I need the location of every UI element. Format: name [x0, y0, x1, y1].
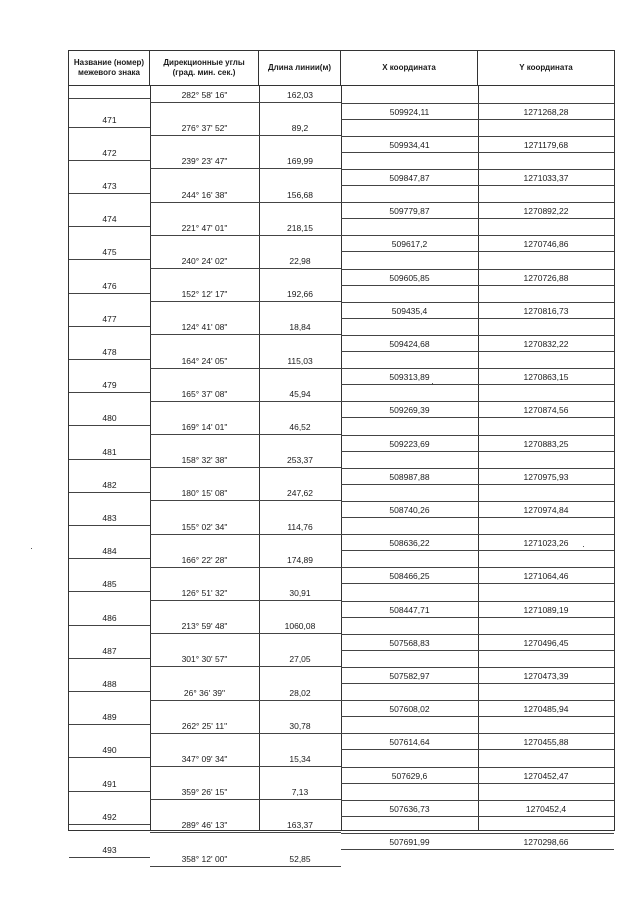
y-coordinate: 1271268,28 [523, 107, 569, 117]
cell-rule [478, 749, 614, 750]
cell-rule [341, 136, 478, 137]
cell-rule [150, 567, 259, 568]
cell-rule [478, 251, 614, 252]
cell-rule [69, 359, 150, 360]
cell-rule [150, 401, 259, 402]
cell-rule [341, 601, 478, 602]
cell-rule [341, 783, 478, 784]
direction-angle: 239° 23' 47" [181, 156, 228, 166]
cell-rule [341, 417, 478, 418]
cell-rule [341, 169, 478, 170]
cell-rule [341, 269, 478, 270]
cell-rule [69, 625, 150, 626]
cell-rule [478, 767, 614, 768]
cell-rule [478, 733, 614, 734]
line-length: 169,99 [287, 156, 313, 166]
y-coordinate: 1271033,37 [523, 173, 569, 183]
cell-rule [341, 435, 478, 436]
point-name: 490 [102, 745, 117, 755]
x-coordinate: 509847,87 [389, 173, 430, 183]
cell-rule [341, 816, 478, 817]
cell-rule [478, 152, 614, 153]
cell-rule [478, 468, 614, 469]
cell-rule [478, 550, 614, 551]
cell-rule [478, 218, 614, 219]
direction-angle: 180° 15' 08" [181, 488, 228, 498]
cell-rule [341, 700, 478, 701]
y-coordinate: 1270863,15 [523, 372, 569, 382]
x-coordinate: 509924,11 [389, 107, 430, 117]
cell-rule [478, 119, 614, 120]
cell-rule [259, 832, 341, 833]
y-coordinate: 1270892,22 [523, 206, 569, 216]
cell-rule [259, 334, 341, 335]
cell-rule [69, 193, 150, 194]
cell-rule [341, 384, 478, 385]
cell-rule [259, 700, 341, 701]
x-coordinate: 509617,2 [391, 239, 428, 249]
cell-rule [478, 849, 614, 850]
cell-rule [478, 417, 614, 418]
header-y: Y координата [519, 63, 573, 72]
cell-rule [478, 700, 614, 701]
x-coordinate: 509269,39 [389, 405, 430, 415]
cell-rule [150, 666, 259, 667]
direction-angle: 169° 14' 01" [181, 422, 228, 432]
direction-angle: 276° 37' 52" [181, 123, 228, 133]
cell-rule [341, 119, 478, 120]
x-coordinate: 507568,83 [389, 638, 430, 648]
direction-angle: 282° 58' 16" [181, 90, 228, 100]
cell-rule [150, 733, 259, 734]
cell-rule [478, 285, 614, 286]
cell-rule [478, 484, 614, 485]
cell-rule [69, 791, 150, 792]
cell-rule [478, 302, 614, 303]
cell-rule [341, 318, 478, 319]
direction-angle: 240° 24' 02" [181, 256, 228, 266]
line-length: 247,62 [287, 488, 313, 498]
cell-rule [69, 425, 150, 426]
cell-rule [259, 235, 341, 236]
cell-rule [69, 525, 150, 526]
point-name: 480 [102, 413, 117, 423]
cell-rule [150, 832, 259, 833]
line-length: 253,37 [287, 455, 313, 465]
cell-rule [341, 550, 478, 551]
point-name: 482 [102, 480, 117, 490]
x-coordinate: 508636,22 [389, 538, 430, 548]
point-name: 487 [102, 646, 117, 656]
cell-rule [150, 600, 259, 601]
cell-rule [341, 716, 478, 717]
cell-rule [478, 235, 614, 236]
header-point-name: Название (номер) межевого знака [69, 51, 150, 85]
x-coordinate: 507629,6 [391, 771, 428, 781]
cell-rule [150, 700, 259, 701]
y-coordinate: 1270455,88 [523, 737, 569, 747]
cell-rule [69, 459, 150, 460]
cell-rule [150, 102, 259, 103]
cell-rule [259, 500, 341, 501]
cell-rule [341, 368, 478, 369]
line-length: 22,98 [289, 256, 311, 266]
cell-rule [259, 534, 341, 535]
cell-rule [259, 368, 341, 369]
line-length: 114,76 [287, 522, 313, 532]
line-length: 115,03 [287, 356, 313, 366]
header-x: X координата [341, 51, 478, 85]
point-name: 486 [102, 613, 117, 623]
x-coordinate: 508466,25 [389, 571, 430, 581]
cell-rule [259, 102, 341, 103]
line-length: 174,89 [287, 555, 313, 565]
cell-rule [69, 160, 150, 161]
x-coordinate: 507608,02 [389, 704, 430, 714]
cell-rule [341, 335, 478, 336]
direction-angle: 26° 36' 39" [183, 688, 226, 698]
direction-angle: 301° 30' 57" [181, 654, 228, 664]
cell-rule [69, 658, 150, 659]
scan-speck [583, 546, 584, 547]
cell-rule [69, 757, 150, 758]
cell-rule [478, 169, 614, 170]
direction-angle: 164° 24' 05" [181, 356, 228, 366]
line-length: 30,91 [289, 588, 311, 598]
cell-rule [259, 600, 341, 601]
cell-rule [478, 269, 614, 270]
point-name: 471 [102, 115, 117, 125]
column-divider [478, 86, 479, 830]
point-name: 473 [102, 181, 117, 191]
cell-rule [259, 135, 341, 136]
direction-angle: 289° 46' 13" [181, 820, 228, 830]
cell-rule [341, 484, 478, 485]
cell-rule [150, 135, 259, 136]
line-length: 163,37 [287, 820, 313, 830]
line-length: 30,78 [289, 721, 311, 731]
cell-rule [69, 591, 150, 592]
cell-rule [478, 583, 614, 584]
direction-angle: 358° 12' 00" [181, 854, 228, 864]
direction-angle: 347° 09' 34" [181, 754, 228, 764]
y-coordinate: 1271179,68 [523, 140, 569, 150]
cell-rule [478, 335, 614, 336]
direction-angle: 262° 25' 11" [181, 721, 228, 731]
x-coordinate: 507614,64 [389, 737, 430, 747]
point-name: 479 [102, 380, 117, 390]
cell-rule [150, 168, 259, 169]
y-coordinate: 1270816,73 [523, 306, 569, 316]
cell-rule [150, 866, 259, 867]
direction-angle: 126° 51' 32" [181, 588, 228, 598]
point-name: 489 [102, 712, 117, 722]
cell-rule [341, 634, 478, 635]
cell-rule [69, 724, 150, 725]
line-length: 1060,08 [284, 621, 316, 631]
cell-rule [341, 833, 478, 834]
cell-rule [341, 235, 478, 236]
cell-rule [259, 567, 341, 568]
direction-angle: 124° 41' 08" [181, 322, 228, 332]
cell-rule [341, 185, 478, 186]
cell-rule [341, 617, 478, 618]
direction-angle: 158° 32' 38" [181, 455, 228, 465]
y-coordinate: 1270298,66 [523, 837, 569, 847]
x-coordinate: 508447,71 [389, 605, 430, 615]
x-coordinate: 509424,68 [389, 339, 430, 349]
cell-rule [69, 824, 150, 825]
cell-rule [478, 634, 614, 635]
direction-angle: 221° 47' 01" [181, 223, 228, 233]
cell-rule [150, 766, 259, 767]
x-coordinate: 509605,85 [389, 273, 430, 283]
cell-rule [69, 127, 150, 128]
header-length: Длина линии(м) [259, 51, 341, 85]
coordinates-table [68, 50, 615, 864]
y-coordinate: 1270874,56 [523, 405, 569, 415]
point-name: 491 [102, 779, 117, 789]
direction-angle: 213° 59' 48" [181, 621, 228, 631]
direction-angle: 152° 12' 17" [181, 289, 228, 299]
cell-rule [150, 334, 259, 335]
cell-rule [341, 501, 478, 502]
cell-rule [259, 434, 341, 435]
cell-rule [341, 767, 478, 768]
cell-rule [341, 468, 478, 469]
cell-rule [478, 534, 614, 535]
y-coordinate: 1270496,45 [523, 638, 569, 648]
y-coordinate: 1270883,25 [523, 439, 569, 449]
line-length: 28,02 [289, 688, 311, 698]
cell-rule [478, 601, 614, 602]
point-name: 474 [102, 214, 117, 224]
direction-angle: 244° 16' 38" [181, 190, 228, 200]
line-length: 46,52 [289, 422, 311, 432]
y-coordinate: 1270473,39 [523, 671, 569, 681]
x-coordinate: 507636,73 [389, 804, 430, 814]
cell-rule [150, 467, 259, 468]
cell-rule [341, 667, 478, 668]
cell-rule [150, 434, 259, 435]
column-divider [341, 86, 342, 830]
x-coordinate: 509223,69 [389, 439, 430, 449]
cell-rule [478, 800, 614, 801]
table-header [69, 50, 614, 86]
cell-rule [259, 301, 341, 302]
cell-rule [259, 866, 341, 867]
line-length: 7,13 [291, 787, 309, 797]
cell-rule [341, 103, 478, 104]
y-coordinate: 1271023,26 [523, 538, 569, 548]
header-angles: Дирекционные углы (град. мин. сек.) [150, 51, 259, 85]
cell-rule [478, 833, 614, 834]
cell-rule [341, 202, 478, 203]
cell-rule [341, 733, 478, 734]
cell-rule [69, 226, 150, 227]
cell-rule [259, 766, 341, 767]
cell-rule [150, 500, 259, 501]
cell-rule [341, 152, 478, 153]
cell-rule [478, 185, 614, 186]
line-length: 15,34 [289, 754, 311, 764]
cell-rule [341, 650, 478, 651]
point-name: 483 [102, 513, 117, 523]
cell-rule [69, 492, 150, 493]
cell-rule [478, 401, 614, 402]
y-coordinate: 1271064,46 [523, 571, 569, 581]
cell-rule [341, 800, 478, 801]
y-coordinate: 1270974,84 [523, 505, 569, 515]
line-length: 52,85 [289, 854, 311, 864]
x-coordinate: 507691,99 [389, 837, 430, 847]
point-name: 478 [102, 347, 117, 357]
cell-rule [341, 251, 478, 252]
cell-rule [341, 401, 478, 402]
cell-rule [478, 783, 614, 784]
line-length: 18,84 [289, 322, 311, 332]
cell-rule [259, 633, 341, 634]
cell-rule [341, 534, 478, 535]
cell-rule [478, 351, 614, 352]
cell-rule [150, 368, 259, 369]
cell-rule [150, 633, 259, 634]
scan-speck [31, 548, 32, 549]
x-coordinate: 509313,89 [389, 372, 430, 382]
point-name: 484 [102, 546, 117, 556]
x-coordinate: 508740,26 [389, 505, 430, 515]
line-length: 89,2 [291, 123, 309, 133]
cell-rule [259, 401, 341, 402]
cell-rule [69, 857, 150, 858]
y-coordinate: 1270832,22 [523, 339, 569, 349]
cell-rule [69, 259, 150, 260]
cell-rule [150, 202, 259, 203]
cell-rule [478, 451, 614, 452]
y-coordinate: 1270452,47 [523, 771, 569, 781]
cell-rule [69, 98, 150, 99]
cell-rule [478, 501, 614, 502]
direction-angle: 165° 37' 08" [181, 389, 228, 399]
cell-rule [259, 467, 341, 468]
cell-rule [150, 301, 259, 302]
cell-rule [341, 849, 478, 850]
cell-rule [259, 268, 341, 269]
y-coordinate: 1270452,4 [525, 804, 567, 814]
y-coordinate: 1270726,88 [523, 273, 569, 283]
cell-rule [69, 293, 150, 294]
cell-rule [478, 368, 614, 369]
cell-rule [259, 202, 341, 203]
point-name: 485 [102, 579, 117, 589]
cell-rule [341, 567, 478, 568]
cell-rule [150, 799, 259, 800]
x-coordinate: 507582,97 [389, 671, 430, 681]
point-name: 493 [102, 845, 117, 855]
point-name: 488 [102, 679, 117, 689]
cell-rule [341, 302, 478, 303]
cell-rule [341, 683, 478, 684]
point-name: 477 [102, 314, 117, 324]
cell-rule [341, 749, 478, 750]
direction-angle: 166° 22' 28" [181, 555, 228, 565]
direction-angle: 155° 02' 34" [181, 522, 228, 532]
line-length: 45,94 [289, 389, 311, 399]
point-name: 476 [102, 281, 117, 291]
cell-rule [478, 683, 614, 684]
cell-rule [478, 435, 614, 436]
y-coordinate: 1270485,94 [523, 704, 569, 714]
cell-rule [150, 235, 259, 236]
y-coordinate: 1270746,86 [523, 239, 569, 249]
x-coordinate: 508987,88 [389, 472, 430, 482]
x-coordinate: 509934,41 [389, 140, 430, 150]
cell-rule [341, 451, 478, 452]
cell-rule [259, 168, 341, 169]
cell-rule [478, 716, 614, 717]
cell-rule [69, 691, 150, 692]
cell-rule [341, 517, 478, 518]
cell-rule [341, 583, 478, 584]
line-length: 162,03 [287, 90, 313, 100]
point-name: 492 [102, 812, 117, 822]
cell-rule [69, 326, 150, 327]
cell-rule [478, 667, 614, 668]
cell-rule [69, 392, 150, 393]
line-length: 27,05 [289, 654, 311, 664]
line-length: 156,68 [287, 190, 313, 200]
cell-rule [341, 351, 478, 352]
cell-rule [478, 567, 614, 568]
point-name: 472 [102, 148, 117, 158]
cell-rule [478, 517, 614, 518]
cell-rule [478, 202, 614, 203]
cell-rule [150, 534, 259, 535]
cell-rule [69, 558, 150, 559]
cell-rule [478, 816, 614, 817]
y-coordinate: 1271089,19 [523, 605, 569, 615]
x-coordinate: 509435,4 [391, 306, 428, 316]
scan-speck [432, 383, 433, 384]
cell-rule [341, 218, 478, 219]
y-coordinate: 1270975,93 [523, 472, 569, 482]
point-name: 481 [102, 447, 117, 457]
cell-rule [478, 136, 614, 137]
cell-rule [259, 799, 341, 800]
cell-rule [478, 650, 614, 651]
x-coordinate: 509779,87 [389, 206, 430, 216]
cell-rule [478, 103, 614, 104]
direction-angle: 359° 26' 15" [181, 787, 228, 797]
cell-rule [478, 318, 614, 319]
cell-rule [341, 285, 478, 286]
cell-rule [259, 733, 341, 734]
point-name: 475 [102, 247, 117, 257]
line-length: 218,15 [287, 223, 313, 233]
cell-rule [259, 666, 341, 667]
cell-rule [150, 268, 259, 269]
cell-rule [478, 384, 614, 385]
line-length: 192,66 [287, 289, 313, 299]
cell-rule [478, 617, 614, 618]
